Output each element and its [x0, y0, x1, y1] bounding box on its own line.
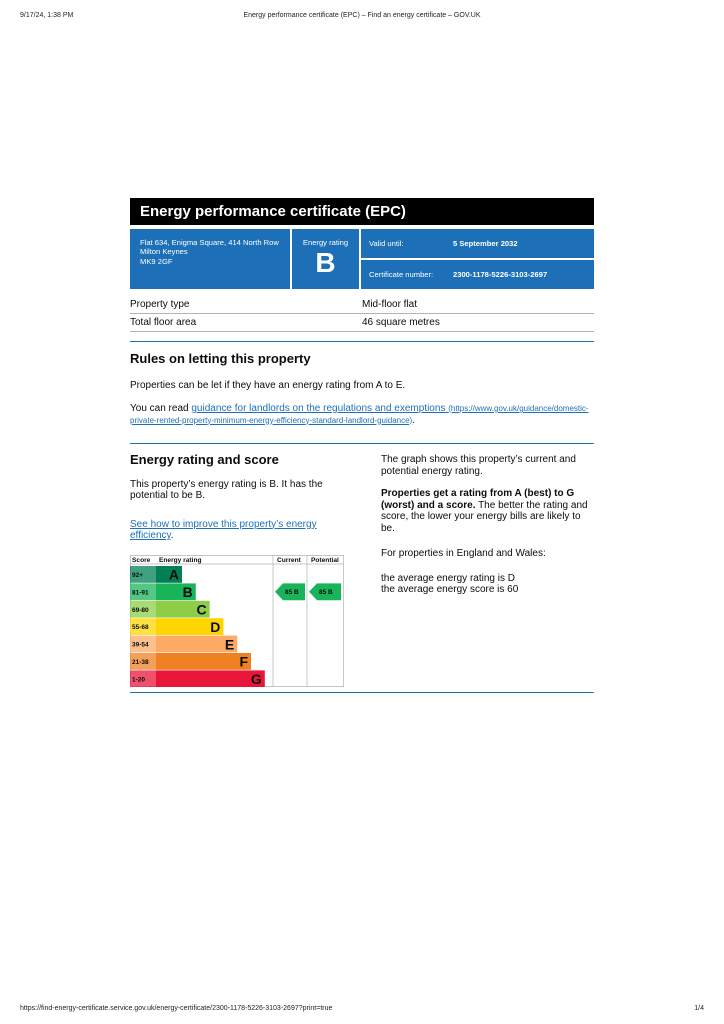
valid-until-row [361, 229, 594, 258]
letting-heading: Rules on letting this property [130, 351, 311, 366]
energy-rating-paragraph: This property’s energy rating is B. It has the potential to be B. [130, 478, 323, 501]
band-letter: E [224, 636, 235, 653]
average-rating: the average energy rating is D [381, 572, 515, 584]
property-value: 46 square metres [362, 317, 440, 328]
rating-explanation-bold: Properties get a rating from A (best) to G (worst) and a score. [381, 488, 575, 511]
improve-link-suffix: . [170, 530, 174, 541]
letting-paragraph: Properties can be let if they have an energy rating from A to E. [130, 380, 406, 391]
rating-explanation [381, 488, 594, 534]
page-title: Energy performance certificate (EPC) [130, 198, 594, 225]
band-letter: A [168, 566, 179, 583]
property-details [130, 296, 594, 332]
chart-header-label: Current [277, 557, 301, 564]
energy-heading: Energy rating and score [130, 452, 279, 467]
band-score-label: 69-80 [132, 606, 149, 614]
property-value: Mid-floor flat [362, 299, 418, 310]
property-row [130, 296, 594, 314]
energy-rating-box [292, 229, 359, 289]
property-label: Property type [130, 299, 190, 310]
valid-until-value: 5 September 2032 [453, 239, 518, 248]
band-bar [156, 653, 251, 670]
energy-rating-letter: B [315, 247, 336, 278]
graph-explanation: The graph shows this property’s current and potential energy rating. [381, 454, 576, 477]
landlord-guidance-url: (https://www.gov.uk/guidance/domestic-private-rented-property-minimum-energy-efficiency-standard-landlord-guidance) [130, 404, 589, 425]
band-score-label: 55-68 [132, 624, 149, 632]
band-score-label: 81-91 [132, 589, 149, 597]
chart-header-label: Score [132, 557, 151, 564]
band-letter: D [210, 618, 221, 635]
print-title: Energy performance certificate (EPC) – Find an energy certificate – GOV.UK [243, 12, 481, 19]
landlord-guidance-link[interactable] [130, 403, 589, 426]
energy-right-column [381, 454, 594, 596]
address-line: Flat 634, Enigma Square, 414 North Row [140, 238, 279, 247]
address-line: MK9 2GF [140, 256, 173, 266]
band-bar [156, 670, 265, 687]
band-score-label: 21-38 [132, 659, 149, 666]
energy-rating-chart [130, 555, 344, 687]
landlord-guidance-link-text: guidance for landlords on the regulations and exemptions [191, 403, 446, 414]
letting-guidance-paragraph [130, 403, 594, 426]
property-label: Total floor area [130, 317, 197, 328]
improve-paragraph [130, 519, 342, 542]
address-line: Milton Keynes [140, 247, 188, 257]
valid-until-label: Valid until: [369, 239, 404, 248]
rating-explanation-rest: The better the rating and score, the lower your energy bills are likely to be. [381, 499, 588, 534]
improve-efficiency-link[interactable]: See how to improve this property’s energy efficiency [130, 518, 317, 541]
chart-header-label: Energy rating [159, 557, 202, 564]
band-letter: C [196, 601, 207, 618]
band-letter: G [250, 671, 262, 687]
certificate [130, 198, 594, 693]
region-note: For properties in England and Wales: [381, 548, 546, 559]
band-score-label: 92+ [132, 572, 144, 579]
summary-box [130, 229, 594, 289]
print-datetime: 9/17/24, 1:38 PM [20, 12, 74, 19]
certificate-number-label: Certificate number: [369, 270, 434, 279]
certificate-number-row [361, 260, 594, 289]
band-score-label: 1-20 [132, 676, 146, 684]
band-score-label: 39-54 [132, 641, 149, 649]
address [130, 229, 290, 289]
section-divider [130, 692, 594, 693]
print-page-number: 1/4 [694, 1005, 704, 1012]
band-letter: F [239, 653, 248, 670]
validity-box [361, 229, 594, 289]
letting-section [130, 342, 594, 426]
property-row [130, 314, 594, 332]
guidance-suffix: . [412, 414, 415, 426]
print-url: https://find-energy-certificate.service.gov.uk/energy-certificate/2300-1178-5226-3103-2697?print=true [20, 1005, 333, 1012]
chart-header-label: Potential [311, 557, 339, 564]
guidance-prefix: You can read [130, 403, 192, 414]
certificate-number-value: 2300-1178-5226-3103-2697 [453, 270, 548, 279]
current-rating-label: 85 B [285, 589, 299, 597]
potential-rating-label: 85 B [319, 589, 333, 597]
average-score: the average energy score is 60 [381, 584, 519, 595]
band-letter: B [182, 584, 193, 601]
energy-section [130, 444, 594, 692]
energy-left-column [130, 444, 342, 542]
energy-rating-label: Energy rating [302, 238, 349, 247]
